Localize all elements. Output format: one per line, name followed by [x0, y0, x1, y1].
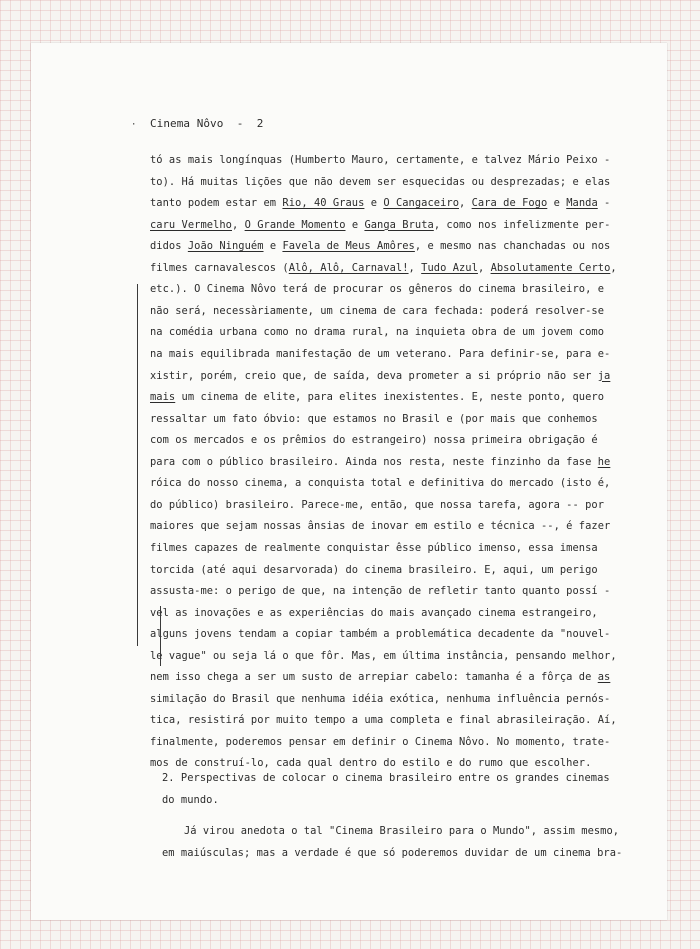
underlined-title: João Ninguém: [187, 240, 264, 253]
text-line: [150, 646, 617, 666]
text-segment: assusta-me: o perigo de que, na intenção de refletir tanto quanto possí -: [150, 585, 611, 597]
margin-marker-line: [137, 284, 138, 646]
text-segment: , e mesmo nas chanchadas ou nos: [414, 240, 611, 253]
text-segment: e: [345, 218, 365, 231]
text-segment: le vague" ou seja lá o que fôr. Mas, em última instância, pensando melhor,: [150, 649, 617, 662]
text-segment: filmes carnavalescos (: [150, 261, 289, 274]
underlined-title: O Cangaceiro: [383, 197, 459, 210]
underlined-title: Tudo Azul: [421, 261, 478, 274]
text-line: [150, 236, 610, 256]
text-segment: ,: [459, 197, 472, 210]
text-line: [150, 538, 598, 558]
underlined-title: Alô, Alô, Carnaval!: [288, 261, 409, 274]
text-line: [150, 603, 598, 623]
text-segment: e: [547, 197, 567, 210]
text-segment: ,: [408, 261, 422, 274]
margin-marker-line: [160, 606, 161, 666]
text-line: [150, 689, 610, 709]
text-line: [150, 258, 617, 278]
underlined-title: O Grande Momento: [244, 218, 346, 231]
text-segment: e: [364, 197, 384, 210]
text-line: [150, 322, 604, 342]
text-segment: tó as mais longínquas (Humberto Mauro, certamente, e talvez Mário Peixo -: [150, 154, 611, 166]
text-segment: ,: [231, 218, 245, 231]
text-line: [150, 172, 610, 192]
text-line: [150, 667, 610, 687]
text-segment: nem isso chega a ser um susto de arrepiar cabelo: tamanha é a fôrça de: [150, 671, 598, 684]
text-segment: não será, necessàriamente, um cinema de cara fechada: poderá resolver-se: [150, 304, 605, 317]
text-line: [150, 624, 610, 644]
page-header: Cinema Nôvo - 2: [150, 117, 264, 130]
text-segment: maiores que sejam nossas ânsias de inovar em estilo e técnica --, é fazer: [150, 520, 611, 533]
text-segment: um cinema de elite, para elites inexistentes. E, neste ponto, quero: [175, 391, 605, 404]
text-line: [150, 366, 610, 386]
underlined-title: Ganga Bruta: [364, 218, 434, 231]
text-line: [150, 301, 604, 321]
text-segment: ,: [477, 261, 491, 274]
text-line: [150, 732, 610, 752]
text-line: [150, 473, 610, 493]
underlined-title: as: [597, 671, 611, 684]
text-segment: didos: [150, 240, 188, 253]
text-segment: , como nos infelizmente per-: [433, 218, 611, 231]
underlined-title: Rio, 40 Graus: [282, 197, 365, 210]
text-line: [150, 710, 617, 730]
underlined-title: Cara de Fogo: [471, 197, 548, 210]
text-segment: similação do Brasil que nenhuma idéia exótica, nenhuma influência pernós-: [150, 692, 611, 705]
text-segment: etc.). O Cinema Nôvo terá de procurar os gêneros do cinema brasileiro, e: [150, 283, 605, 296]
text-segment: com os mercados e os prêmios do estrangeiro) nossa primeira obrigação é: [150, 434, 598, 447]
underlined-title: Absolutamente Certo: [490, 261, 611, 274]
text-segment: do público) brasileiro. Parece-me, então, que nossa tarefa, agora -- por: [150, 498, 605, 511]
text-segment: ,: [610, 261, 617, 274]
underlined-title: he: [597, 455, 611, 468]
text-segment: mos de construí-lo, cada qual dentro do estilo e do rumo que escolher.: [150, 757, 592, 770]
text-line: [150, 430, 598, 450]
text-segment: ressaltar um fato óbvio: que estamos no Brasil e (por mais que conhemos: [150, 412, 598, 425]
text-line: [150, 516, 610, 536]
text-segment: róica do nosso cinema, a conquista total e definitiva do mercado (isto é,: [150, 477, 611, 490]
text-line: [150, 560, 598, 580]
text-line: [150, 150, 610, 170]
paragraph-line: Já virou anedota o tal "Cinema Brasileiro para o Mundo", assim mesmo,: [184, 825, 620, 837]
section-heading-line: do mundo.: [162, 794, 219, 806]
text-segment: -: [597, 197, 611, 210]
text-segment: vel as inovações e as experiências do mais avançado cinema estrangeiro,: [150, 606, 598, 619]
text-line: [150, 581, 610, 601]
text-segment: e: [263, 240, 283, 253]
text-segment: xistir, porém, creio que, de saída, deva prometer a si próprio não ser: [150, 369, 598, 382]
text-line: [150, 452, 610, 472]
text-segment: na comédia urbana como no drama rural, na inquieta obra de um jovem como: [150, 326, 605, 339]
text-segment: na mais equilibrada manifestação de um veterano. Para definir-se, para e-: [150, 348, 611, 360]
text-segment: finalmente, poderemos pensar em definir o Cinema Nôvo. No momento, trate-: [150, 735, 611, 748]
text-segment: alguns jovens tendam a copiar também a problemática decadente da "nouvel-: [150, 628, 611, 641]
underlined-title: Manda: [566, 197, 598, 210]
text-segment: to). Há muitas lições que não devem ser esquecidas ou desprezadas; e elas: [150, 175, 611, 188]
underlined-title: Favela de Meus Amôres: [282, 240, 415, 253]
underlined-title: mais: [150, 391, 176, 404]
underlined-title: caru Vermelho: [150, 218, 232, 231]
underlined-title: ja: [597, 369, 611, 382]
text-line: [150, 495, 604, 515]
text-segment: tanto podem estar em: [150, 197, 283, 210]
text-line: [150, 279, 604, 299]
text-line: [150, 409, 598, 429]
text-segment: para com o público brasileiro. Ainda nos resta, neste finzinho da fase: [150, 455, 598, 468]
text-line: [150, 215, 610, 235]
text-line: [150, 387, 604, 407]
paragraph-line: em maiúsculas; mas a verdade é que só poderemos duvidar de um cinema bra-: [162, 847, 623, 859]
text-line: [150, 344, 610, 364]
margin-dot: ·: [131, 120, 137, 130]
text-segment: filmes capazes de realmente conquistar êsse público imenso, essa imensa: [150, 541, 598, 554]
section-heading-line: 2. Perspectivas de colocar o cinema brasileiro entre os grandes cinemas: [162, 772, 610, 784]
text-line: [150, 193, 610, 213]
text-segment: tica, resistirá por muito tempo a uma completa e final abrasileiração. Aí,: [150, 714, 617, 727]
text-segment: torcida (até aqui desarvorada) do cinema brasileiro. E, aqui, um perigo: [150, 563, 598, 576]
